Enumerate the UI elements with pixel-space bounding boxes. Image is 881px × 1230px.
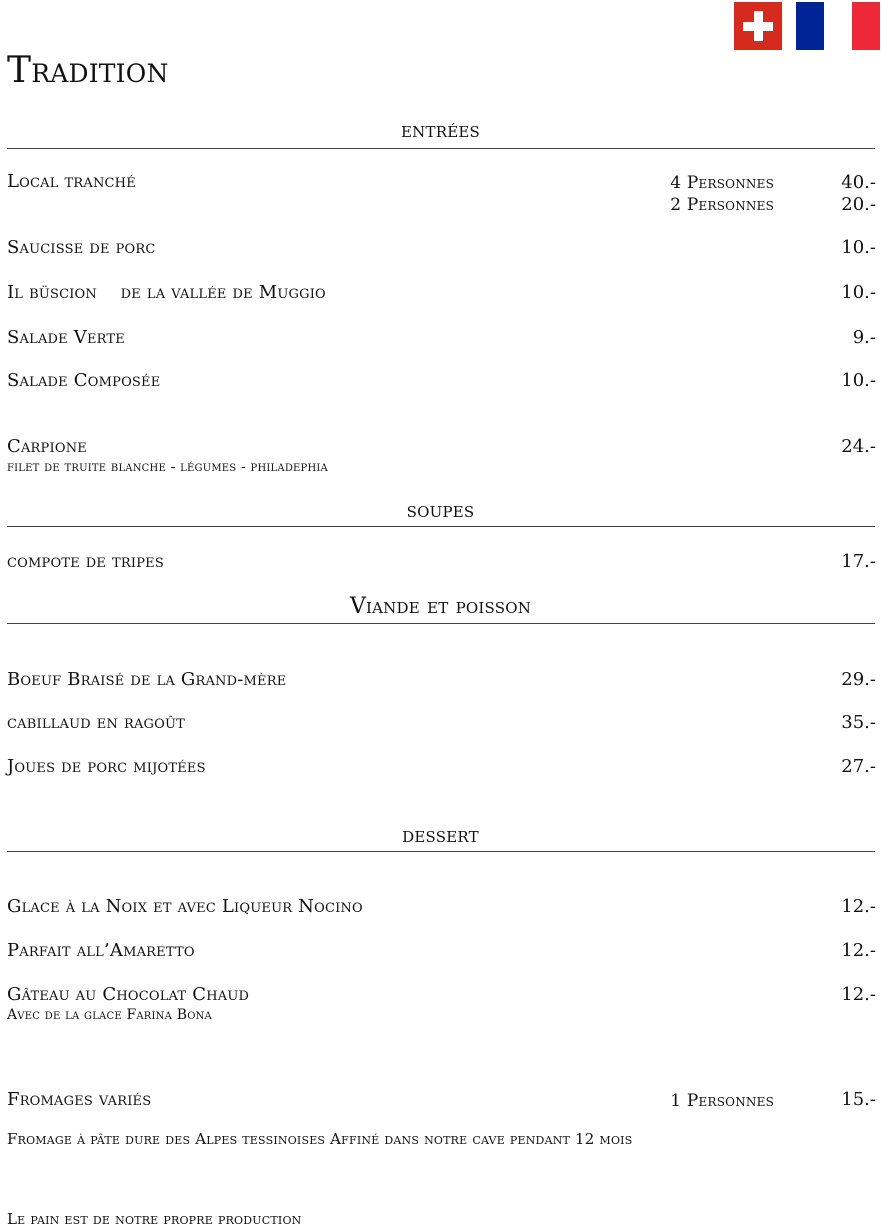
menu-item-name: Saucisse de porc: [7, 237, 156, 258]
menu-item-name: Salade Composée: [7, 370, 161, 391]
menu-item-name: compote de tripes: [7, 551, 164, 572]
menu-item-price: 12.-: [841, 896, 876, 917]
menu-item-price: 12.-: [841, 984, 876, 1005]
french-flag-icon: [796, 2, 880, 50]
menu-item-price: 27.-: [841, 756, 876, 777]
menu-item-price: 12.-: [841, 940, 876, 961]
menu-item-name: Boeuf Braisé de la Grand-mère: [7, 669, 287, 690]
menu-item-description: Avec de la glace Farina Bona: [7, 1007, 212, 1023]
section-heading-dessert: dessert: [402, 823, 479, 848]
menu-item-name: Parfait all’Amaretto: [7, 940, 195, 961]
section-heading-entrees: entrées: [401, 118, 480, 143]
section-heading-soupes: soupes: [406, 498, 475, 523]
menu-item-price: 24.-: [841, 436, 876, 457]
menu-item-price: 10.-: [841, 282, 876, 303]
menu-item-price: 10.-: [841, 370, 876, 391]
menu-item-price: 10.-: [841, 237, 876, 258]
menu-item-price: 15.-: [841, 1089, 876, 1110]
divider: [7, 148, 875, 149]
menu-item-price: 17.-: [841, 551, 876, 572]
swiss-flag-icon: [734, 2, 782, 50]
menu-item-name: Il büscion de la vallée de Muggio: [7, 282, 326, 303]
menu-item-description: Fromage à pâte dure des Alpes tessinoises Affiné dans notre cave pendant 12 mois: [7, 1130, 633, 1148]
menu-item-price: 20.-: [841, 194, 876, 215]
menu-item-name: Salade Verte: [7, 327, 125, 348]
menu-item-name: Glace à la Noix et avec Liqueur Nocino: [7, 896, 363, 917]
divider: [7, 526, 875, 527]
section-heading-viande: Viande et poisson: [349, 594, 532, 619]
menu-item-quantity: 2 Personnes: [670, 195, 774, 215]
menu-item-name: Fromages variés: [7, 1089, 152, 1110]
menu-item-price: 9.-: [852, 327, 876, 348]
menu-item-name: Joues de porc mijotées: [7, 756, 206, 777]
menu-item-quantity: 4 Personnes: [670, 173, 774, 193]
menu-item-name: cabillaud en ragoût: [7, 712, 186, 733]
menu-item-name: Gâteau au Chocolat Chaud: [7, 984, 250, 1005]
footer-note: Le pain est de notre propre production: [7, 1210, 302, 1228]
menu-item-name: Carpione: [7, 436, 87, 457]
menu-item-price: 35.-: [841, 712, 876, 733]
divider: [7, 623, 875, 624]
menu-item-price: 40.-: [841, 172, 876, 193]
menu-item-price: 29.-: [841, 669, 876, 690]
menu-item-quantity: 1 Personnes: [670, 1091, 774, 1111]
menu-item-name: Local tranché: [7, 171, 136, 192]
page-title: Tradition: [7, 50, 169, 91]
divider: [7, 851, 875, 852]
menu-item-description: filet de truite blanche - légumes - philadephia: [7, 459, 328, 475]
